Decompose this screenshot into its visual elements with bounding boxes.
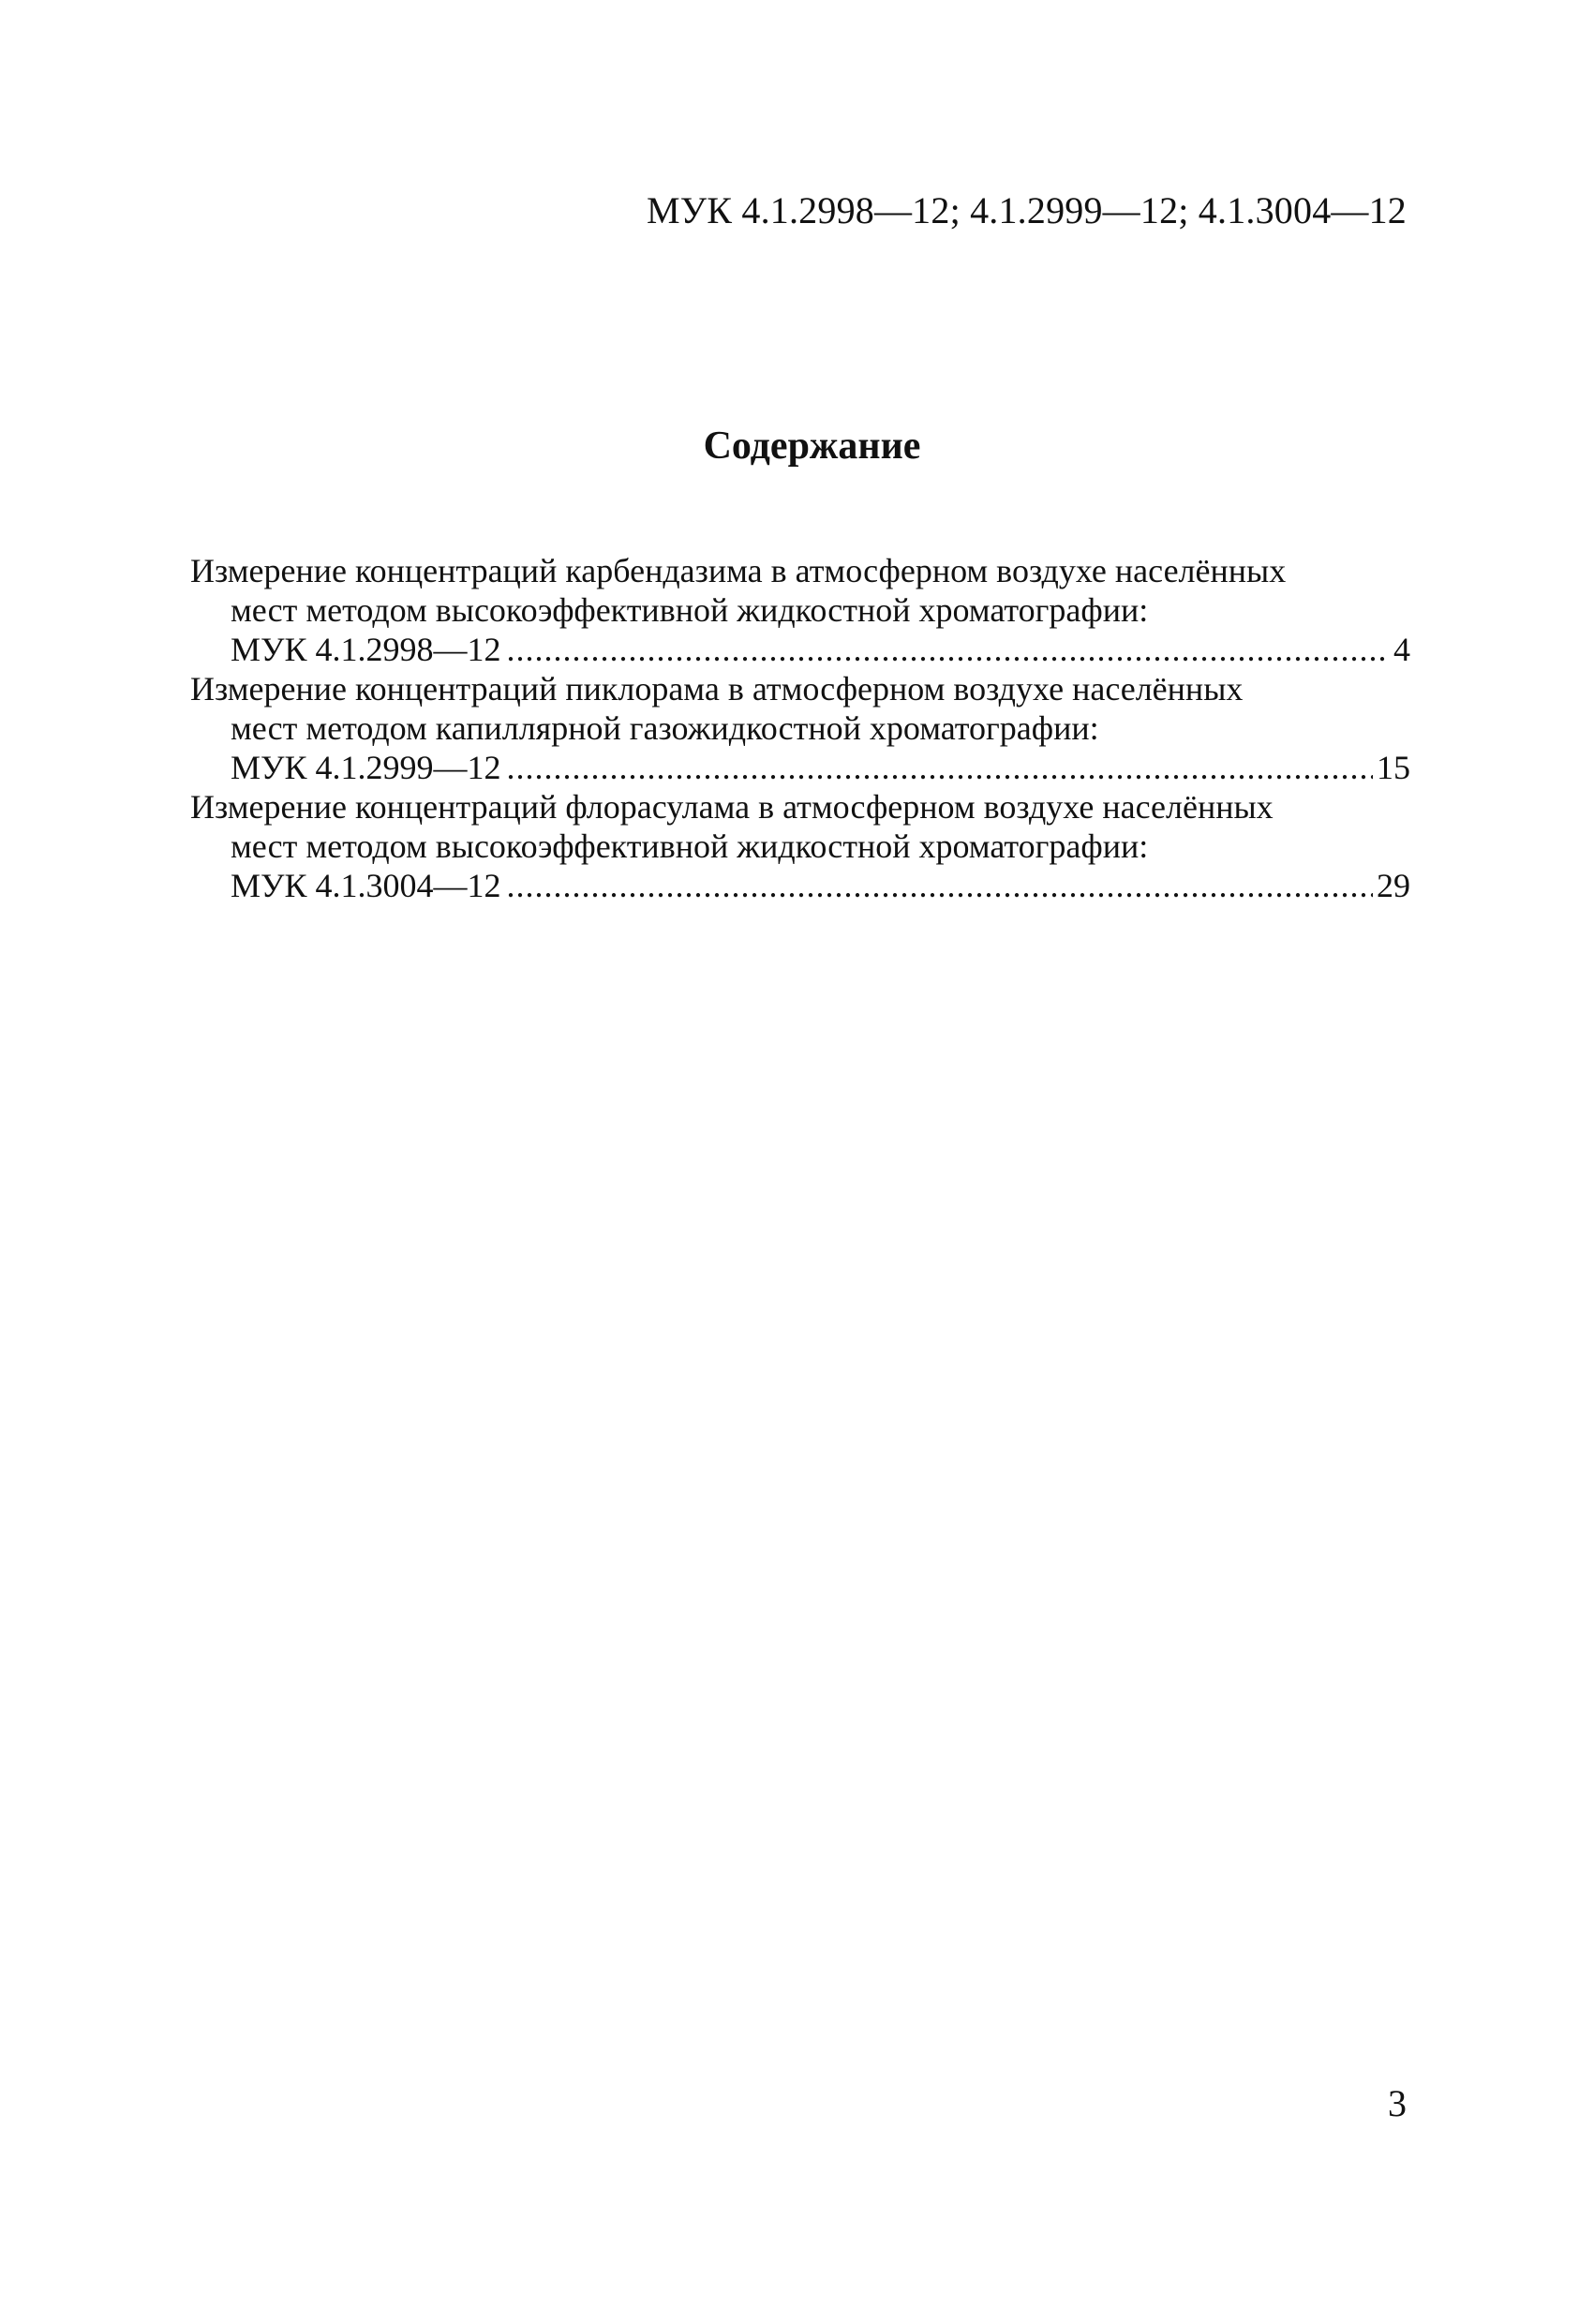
toc-entry[interactable] (190, 551, 1410, 669)
toc-entry-title-line: мест методом высокоэффективной жидкостной хроматографии: (231, 827, 1149, 865)
toc-entry-code: МУК 4.1.2998—12 (231, 631, 501, 668)
toc-entry-code: МУК 4.1.3004—12 (231, 867, 501, 904)
toc-entry-page: 29 (1377, 867, 1410, 904)
toc-leader-dots (507, 630, 1388, 669)
toc-entry-title-line: мест методом капиллярной газожидкостной хроматографии: (231, 709, 1099, 747)
toc-entry-title-line: Измерение концентраций флорасулама в атмосферном воздухе населённых (190, 788, 1274, 826)
toc-leader-dots (507, 866, 1373, 905)
toc-entry-title-line: Измерение концентраций карбендазима в атмосферном воздухе населённых (190, 552, 1287, 589)
toc-leader-dots (507, 748, 1373, 787)
running-header: МУК 4.1.2998—12; 4.1.2999—12; 4.1.3004—12 (647, 189, 1407, 231)
toc-entry-code: МУК 4.1.2999—12 (231, 749, 501, 786)
toc-entry-title-line: Измерение концентраций пиклорама в атмосферном воздухе населённых (190, 670, 1244, 708)
table-of-contents (190, 551, 1410, 905)
toc-entry-reference (190, 866, 1410, 905)
toc-entry-page: 15 (1377, 749, 1410, 786)
toc-entry-page: 4 (1393, 631, 1410, 668)
toc-entry[interactable] (190, 669, 1410, 787)
toc-entry[interactable] (190, 787, 1410, 905)
toc-entry-reference (190, 630, 1410, 669)
toc-entry-reference (190, 748, 1410, 787)
toc-title: Содержание (703, 425, 921, 468)
toc-entry-title-line: мест методом высокоэффективной жидкостной хроматографии: (231, 591, 1149, 629)
page-number: 3 (1388, 2082, 1407, 2124)
